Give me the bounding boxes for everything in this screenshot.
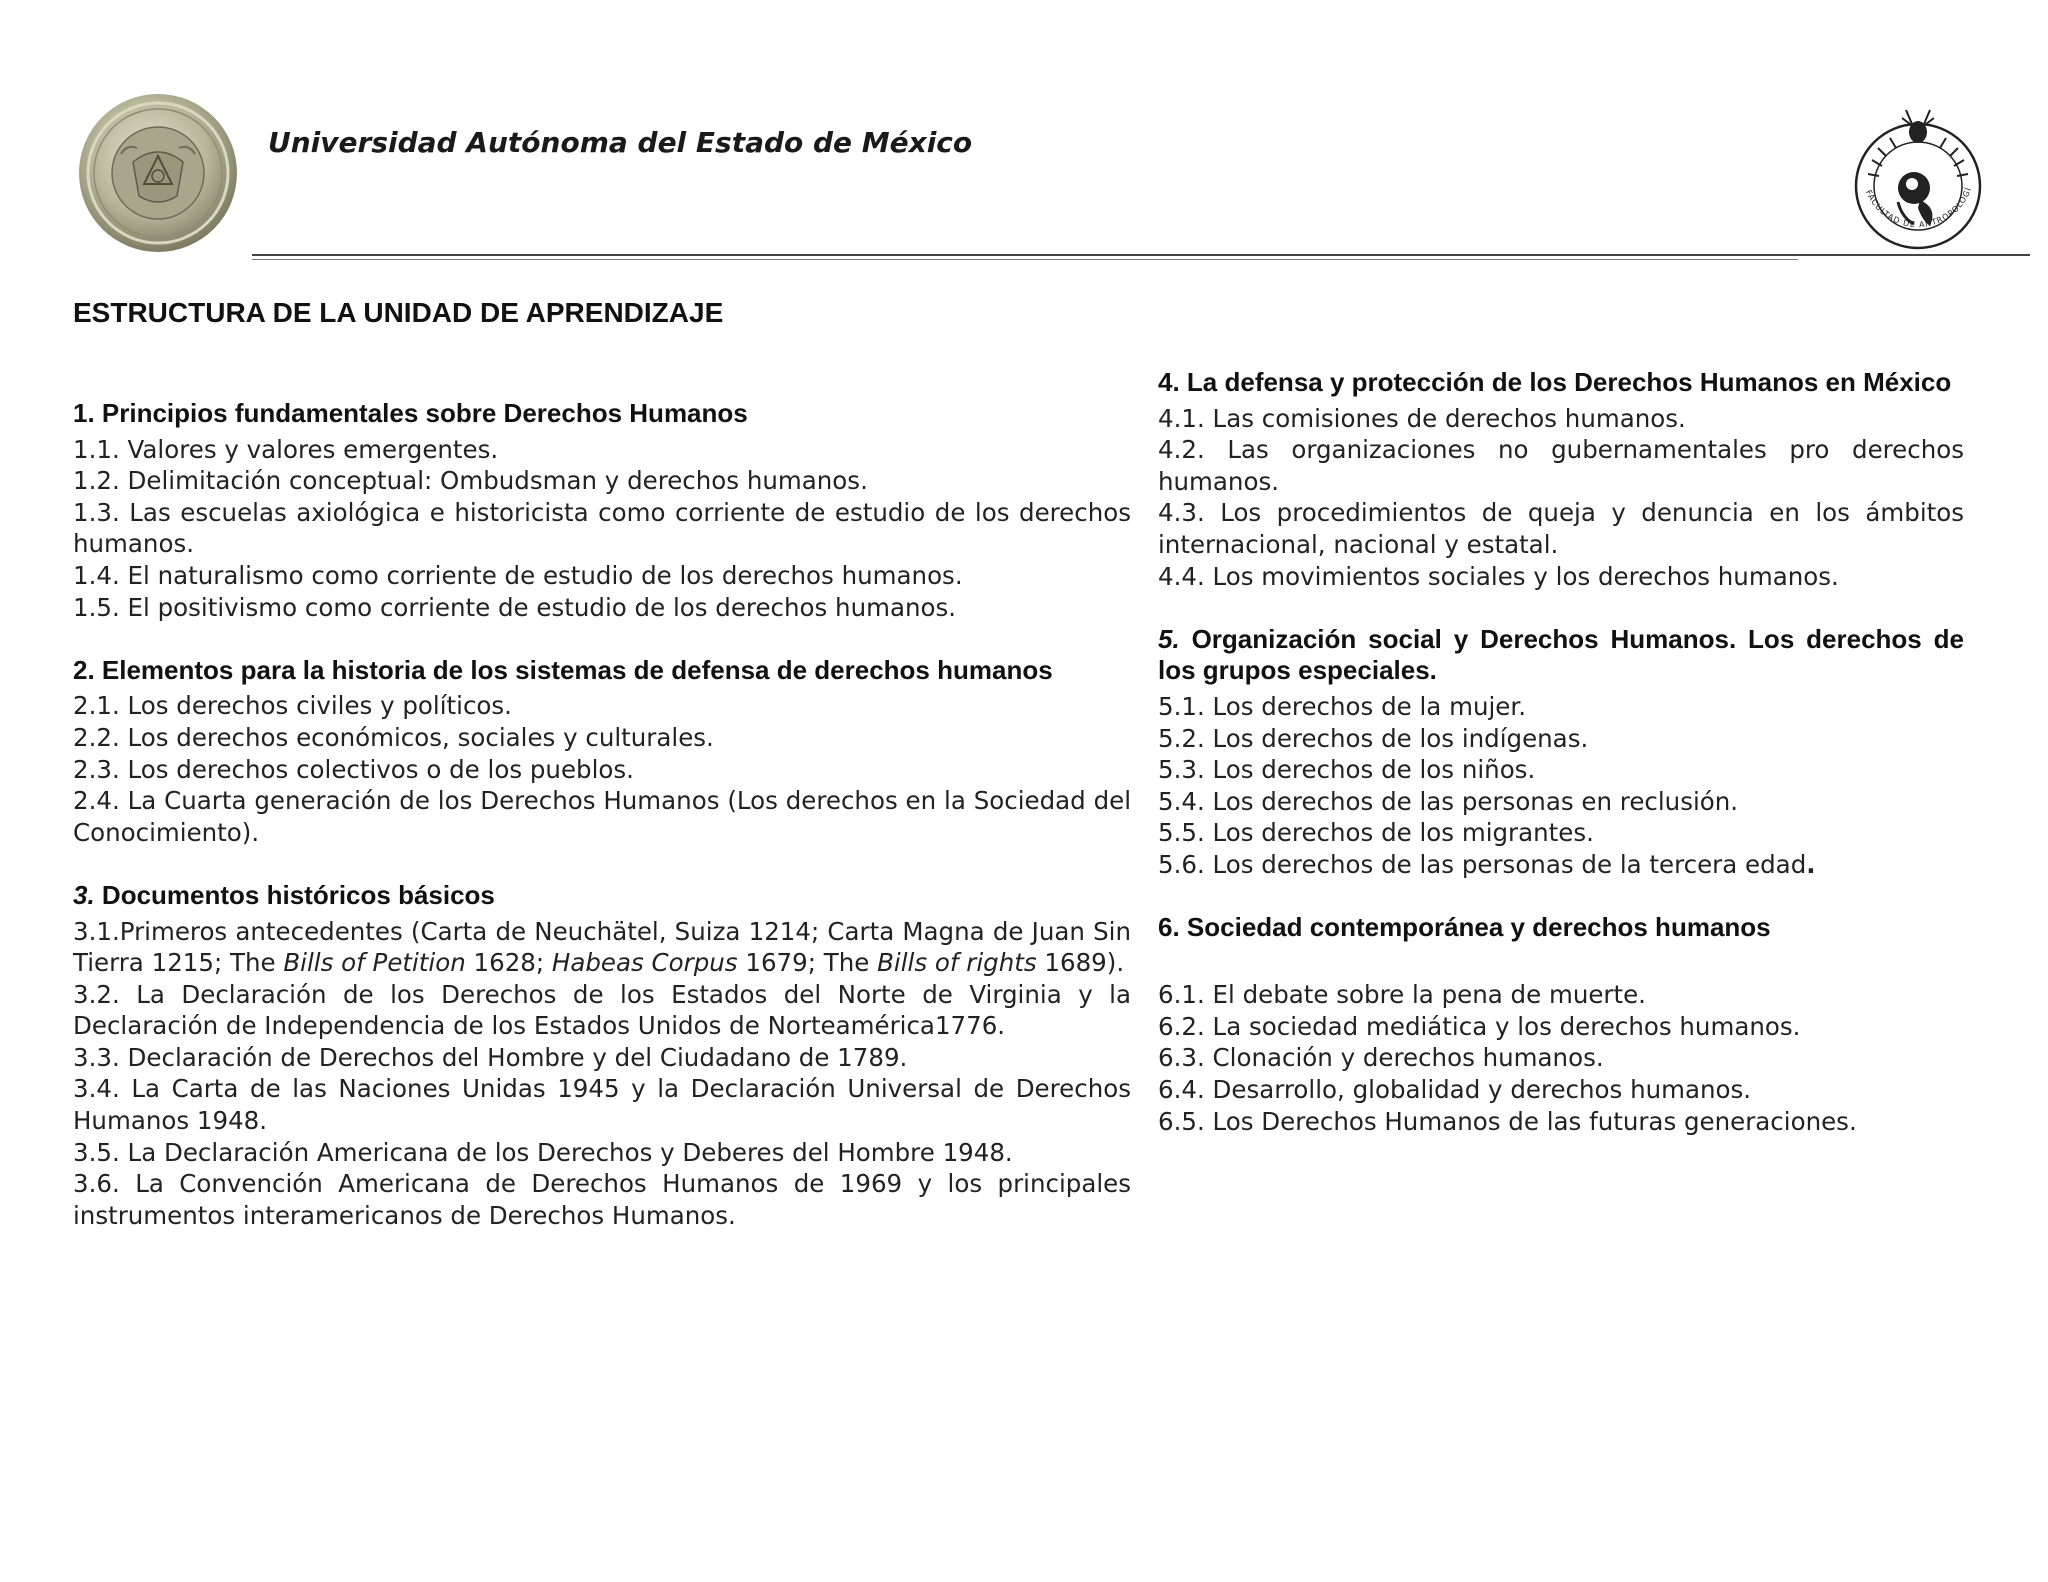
section-3 [73, 880, 1131, 1232]
list-item [1158, 849, 1964, 881]
faculty-logo-text: FACULTAD DE ANTROPOLOGÍ [1863, 185, 1974, 230]
list-item: 5.3. Los derechos de los niños. [1158, 755, 1536, 785]
list-item-italic: Bills of rights [877, 948, 1037, 978]
list-item: 6.5. Los Derechos Humanos de las futuras generaciones. [1158, 1106, 1857, 1136]
list-item: 3.5. La Declaración Americana de los Derechos y Deberes del Hombre 1948. [73, 1137, 1013, 1167]
document-heading: ESTRUCTURA DE LA UNIDAD DE APRENDIZAJE [73, 297, 724, 328]
list-item-text: 1679; The [737, 948, 878, 978]
list-item: 1.4. El naturalismo como corriente de estudio de los derechos humanos. [73, 560, 963, 590]
list-item: 4.1. Las comisiones de derechos humanos. [1158, 403, 1686, 433]
list-item: 1.1. Valores y valores emergentes. [73, 434, 499, 464]
list-item-italic: Habeas Corpus [551, 948, 738, 978]
section-2-title: 2. Elementos para la historia de los sistemas de defensa de derechos humanos [73, 654, 1053, 685]
list-item-italic: Bills of Petition [283, 948, 466, 978]
list-item: 5.1. Los derechos de la mujer. [1158, 691, 1526, 721]
spacer [1158, 948, 1964, 980]
list-item-text: 5.6. Los derechos de las personas de la tercera edad [1158, 849, 1807, 879]
section-1-title: 1. Principios fundamentales sobre Derechos Humanos [73, 398, 748, 428]
list-item: 5.2. Los derechos de los indígenas. [1158, 723, 1589, 753]
university-seal-icon [77, 92, 239, 254]
section-5-title [1158, 624, 1964, 687]
section-3-number: 3. [73, 879, 95, 910]
list-item: 6.2. La sociedad mediática y los derechos humanos. [1158, 1011, 1801, 1041]
header-divider [252, 254, 1798, 256]
header-divider-right [1798, 254, 2030, 256]
faculty-anthropology-seal-icon [1842, 90, 1994, 250]
list-item: 3.2. La Declaración de los Derechos de los Estados del Norte de Virginia y la Declaración de Independencia de los Estados Unidos de Norteamérica1776. [73, 979, 1131, 1041]
list-item: 3.3. Declaración de Derechos del Hombre y del Ciudadano de 1789. [73, 1042, 908, 1072]
section-5-title-text: Organización social y Derechos Humanos. Los derechos de los grupos especiales. [1158, 623, 1964, 686]
section-5 [1158, 624, 1964, 881]
section-2 [73, 655, 1131, 849]
list-item [73, 916, 1131, 979]
list-item: 6.4. Desarrollo, globalidad y derechos humanos. [1158, 1075, 1752, 1105]
list-item: 2.4. La Cuarta generación de los Derechos Humanos (Los derechos en la Sociedad del Conocimiento). [73, 786, 1131, 847]
list-item-period: . [1806, 849, 1816, 879]
list-item: 6.1. El debate sobre la pena de muerte. [1158, 980, 1646, 1010]
header-divider-secondary [252, 259, 1798, 260]
section-1 [73, 398, 1131, 623]
left-column [73, 398, 1131, 1263]
section-4-title: 4. La defensa y protección de los Derechos Humanos en México [1158, 367, 1952, 397]
section-4 [1158, 367, 1964, 592]
section-6-title: 6. Sociedad contemporánea y derechos humanos [1158, 912, 1771, 943]
list-item: 2.1. Los derechos civiles y políticos. [73, 691, 512, 721]
list-item: 2.3. Los derechos colectivos o de los pueblos. [73, 754, 634, 784]
section-3-title [73, 880, 1131, 912]
list-item: 1.2. Delimitación conceptual: Ombudsman y derechos humanos. [73, 466, 868, 496]
section-3-title-text: Documentos históricos básicos [94, 879, 495, 910]
list-item: 4.2. Las organizaciones no gubernamentales pro derechos humanos. [1158, 435, 1964, 496]
list-item-text: 1628; [465, 948, 552, 978]
list-item: 5.5. Los derechos de los migrantes. [1158, 818, 1594, 848]
section-6 [1158, 912, 1964, 1137]
list-item-text: 1689). [1036, 948, 1125, 978]
list-item: 5.4. Los derechos de las personas en reclusión. [1158, 786, 1739, 816]
list-item: 6.3. Clonación y derechos humanos. [1158, 1043, 1604, 1073]
list-item: 4.3. Los procedimientos de queja y denuncia en los ámbitos internacional, nacional y estatal. [1158, 498, 1964, 559]
list-item: 3.6. La Convención Americana de Derechos Humanos de 1969 y los principales instrumentos interamericanos de Derechos Humanos. [73, 1169, 1131, 1230]
section-5-number: 5. [1158, 623, 1180, 654]
list-item-text: 3.1.Primeros antecedentes (Carta de Neuchätel, Suiza 1214; Carta Magna de Juan Sin Tierra 1215; The [73, 916, 1131, 978]
list-item: 1.5. El positivismo como corriente de estudio de los derechos humanos. [73, 592, 957, 622]
list-item: 2.2. Los derechos económicos, sociales y culturales. [73, 722, 714, 752]
list-item: 3.4. La Carta de las Naciones Unidas 1945 y la Declaración Universal de Derechos Humanos 1948. [73, 1074, 1131, 1136]
list-item: 1.3. Las escuelas axiológica e historicista como corriente de estudio de los derechos humanos. [73, 497, 1131, 559]
right-column [1158, 367, 1964, 1169]
university-name: Universidad Autónoma del Estado de México [268, 126, 973, 159]
list-item: 4.4. Los movimientos sociales y los derechos humanos. [1158, 561, 1839, 591]
